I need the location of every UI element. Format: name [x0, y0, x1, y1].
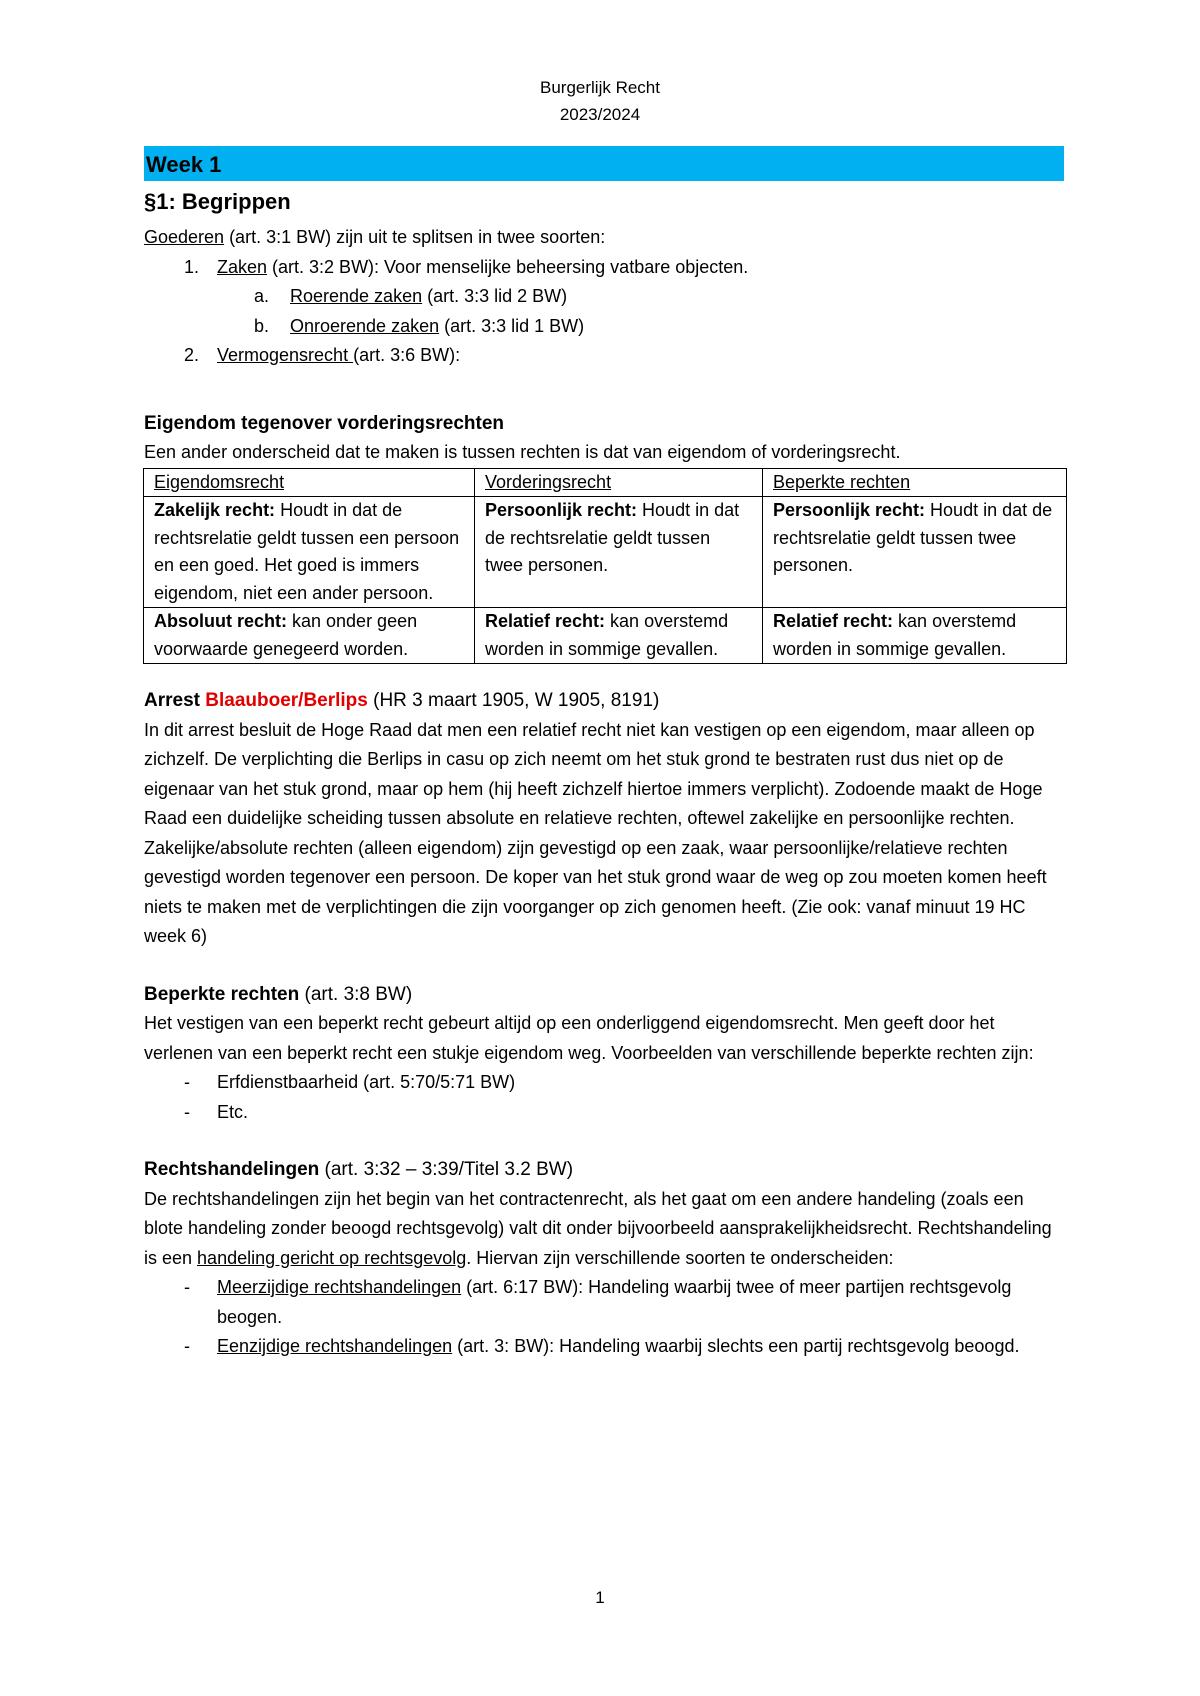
arrest-name: Blaauboer/Berlips [205, 690, 368, 711]
rechtshandelingen-body [144, 1185, 1064, 1274]
list-marker: - [184, 1336, 190, 1356]
rechtshandelingen-title: Rechtshandelingen [144, 1159, 320, 1180]
cell-text: Houdt in dat de rechtsrelatie geldt tussen een persoon en een goed. Het goed is immers eigendom, niet een ander persoon. [154, 500, 460, 603]
cell-term: Persoonlijk recht: [773, 500, 926, 520]
list-term: Vermogensrecht [217, 345, 354, 365]
cell-text: Houdt in dat de rechtsrelatie geldt tussen twee personen. [773, 500, 1053, 575]
cell-text: kan onder geen voorwaarde genegeerd worden. [154, 611, 418, 659]
list-marker: - [184, 1072, 190, 1092]
header-year: 2023/2024 [559, 105, 641, 124]
cell-term: Absoluut recht: [154, 611, 287, 631]
list-rest: (art. 3:3 lid 2 BW) [422, 286, 568, 306]
list-item [144, 1068, 1064, 1098]
cell-term: Zakelijk recht: [154, 500, 276, 520]
list-item [144, 282, 1064, 312]
rechtshandelingen-ref: (art. 3:32 – 3:39/Titel 3.2 BW) [319, 1159, 574, 1180]
rechtshandelingen-heading [144, 1155, 1064, 1185]
page-header [0, 74, 1200, 128]
table-cell [475, 608, 763, 664]
table-header-cell: Eigendomsrecht [144, 468, 475, 497]
list-item [144, 1332, 1064, 1362]
comparison-table [143, 468, 1067, 665]
goederen-rest: (art. 3:1 BW) zijn uit te splitsen in twee soorten: [224, 227, 606, 247]
page-number: 1 [595, 1588, 605, 1607]
list-marker: - [184, 1277, 190, 1297]
table-row [144, 497, 1067, 608]
table-cell [475, 497, 763, 608]
body-underlined: handeling gericht op rechtsgevolg [197, 1247, 467, 1268]
header-course: Burgerlijk Recht [540, 78, 660, 97]
table-header-row [144, 468, 1067, 497]
list-rest: (art. 3: BW): Handeling waarbij slechts een partij rechtsgevolg beoogd. [452, 1336, 1020, 1356]
beperkte-ref: (art. 3:8 BW) [299, 983, 413, 1005]
week-heading: Week 1 [144, 146, 1064, 181]
goederen-line [144, 223, 1064, 253]
list-marker: 2. [184, 345, 200, 365]
cell-text: kan overstemd worden in sommige gevallen. [485, 611, 729, 659]
list-marker: a. [254, 286, 270, 306]
spacer [144, 664, 1064, 686]
body-before: De rechtshandelingen zijn het begin van het contractenrecht, als het gaat om een andere handeling (zoals een blote handeling zonder beoogd rechtsgevolg) valt dit onder bijvoorbeeld aansprakelijkheidsrecht. Rechtshandeling is een [144, 1188, 1052, 1268]
arrest-heading [144, 686, 1064, 716]
list-term: Meerzijdige rechtshandelingen [217, 1277, 462, 1297]
beperkte-heading [144, 980, 1064, 1010]
list-item [144, 253, 1064, 283]
list-item [144, 1098, 1064, 1128]
cell-text: Houdt in dat de rechtsrelatie geldt tussen twee personen. [485, 500, 740, 575]
table-header-cell: Vorderingsrecht [475, 468, 763, 497]
beperkte-body: Het vestigen van een beperkt recht gebeurt altijd op een onderliggend eigendomsrecht. Men geeft door het verlenen van een beperkt recht een stukje eigendom weg. Voorbeelden van verschillende beperkte rechten zijn: [144, 1013, 1034, 1063]
cell-term: Persoonlijk recht: [485, 500, 638, 520]
spacer [144, 371, 1064, 409]
cell-term: Relatief recht: [773, 611, 894, 631]
list-item [144, 1273, 1064, 1332]
table-row [144, 608, 1067, 664]
list-marker: - [184, 1101, 190, 1122]
beperkte-title: Beperkte rechten [144, 983, 300, 1005]
eigendom-heading: Eigendom tegenover vorderingsrechten [144, 412, 505, 434]
spacer [144, 952, 1064, 980]
eigendom-intro: Een ander onderscheid dat te maken is tussen rechten is dat van eigendom of vorderingsrecht. [144, 442, 901, 462]
list-rest: (art. 3:2 BW): Voor menselijke beheersing vatbare objecten. [267, 256, 749, 277]
list-term: Zaken [217, 256, 268, 277]
list-rest: (art. 3:3 lid 1 BW) [439, 315, 585, 336]
section-title: §1: Begrippen [144, 189, 291, 214]
table-cell [763, 608, 1067, 664]
list-item [144, 312, 1064, 342]
table-cell [144, 608, 475, 664]
table-header-cell: Beperkte rechten [763, 468, 1067, 497]
goederen-term: Goederen [144, 227, 225, 247]
list-term: Onroerende zaken [290, 315, 440, 336]
list-term: Eenzijdige rechtshandelingen [217, 1336, 453, 1356]
list-rest: (art. 3:6 BW): [353, 345, 461, 365]
list-marker: b. [254, 315, 270, 336]
table-cell [763, 497, 1067, 608]
list-marker: 1. [184, 256, 200, 277]
list-term: Roerende zaken [290, 286, 423, 306]
list-item [144, 341, 1064, 371]
arrest-citation: (HR 3 maart 1905, W 1905, 8191) [367, 690, 660, 711]
list-rest: (art. 6:17 BW): Handeling waarbij twee of meer partijen rechtsgevolg beogen. [217, 1277, 1012, 1327]
cell-term: Relatief recht: [485, 611, 606, 631]
arrest-label: Arrest [144, 690, 206, 711]
spacer [144, 1127, 1064, 1155]
list-text: Erfdienstbaarheid (art. 5:70/5:71 BW) [217, 1072, 516, 1092]
cell-text: kan overstemd worden in sommige gevallen. [773, 611, 1017, 659]
table-cell [144, 497, 475, 608]
body-after: . Hiervan zijn verschillende soorten te onderscheiden: [466, 1247, 894, 1268]
list-text: Etc. [217, 1101, 249, 1122]
arrest-body: In dit arrest besluit de Hoge Raad dat men een relatief recht niet kan vestigen op een eigendom, maar alleen op zichzelf. De verplichting die Berlips in casu op zich neemt om het stuk grond te bestraten rust dus niet op de eigenaar van het stuk grond, maar op hem (hij heeft zichzelf hiertoe immers verplicht). Zodoende maakt de Hoge Raad een duidelijke scheiding tussen absolute en relatieve rechten, oftewel zakelijke en persoonlijke rechten. Zakelijke/absolute rechten (alleen eigendom) zijn gevestigd op een zaak, waar persoonlijke/relatieve rechten gevestigd worden tegenover een persoon. De koper van het stuk grond waar de weg op zou moeten komen heeft niets te maken met de verplichtingen die zijn voorganger op zich genomen heeft. (Zie ook: vanaf minuut 19 HC week 6) [144, 719, 1047, 946]
page-content [144, 146, 1064, 1362]
